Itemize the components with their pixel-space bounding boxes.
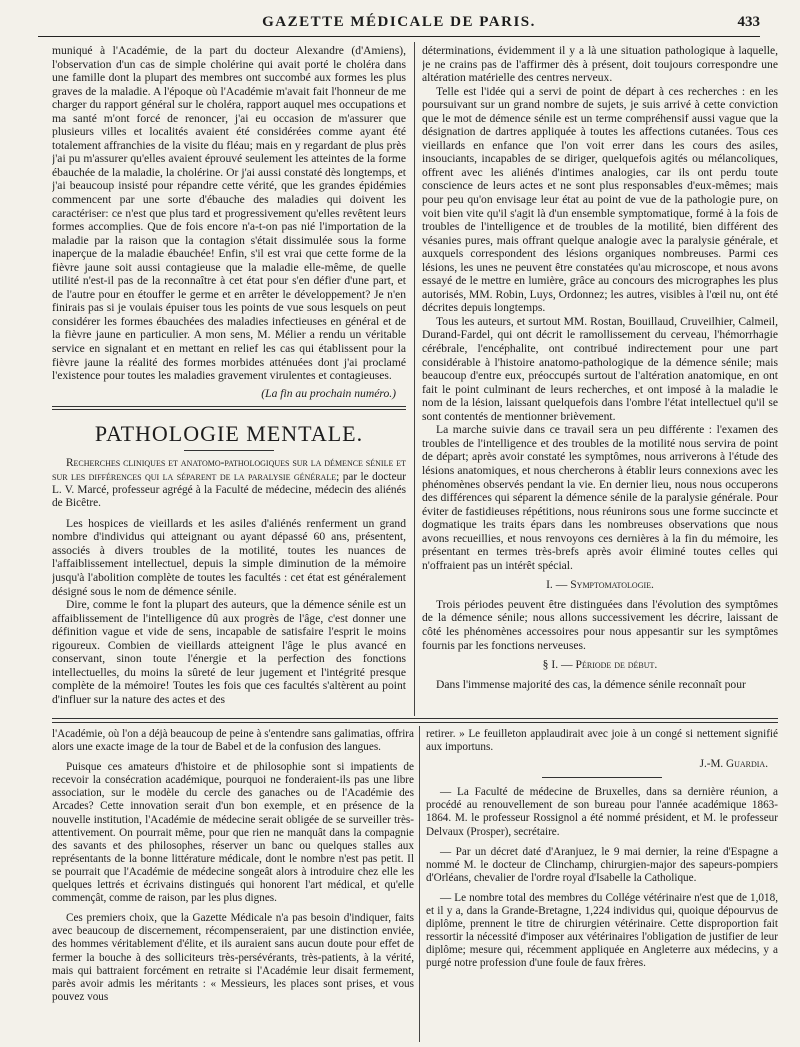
news-item: — Par un décret daté d'Aranjuez, le 9 mai dernier, la reine d'Espagne a nommé M. le docteur de Clinchamp, chirurgien-major des sapeurs-pompiers d'Orléans, chevalier de l'ordre royal d'Isabelle la Catholique. [426,845,778,884]
feuilleton-right-column [426,728,778,1040]
continuation-note: (La fin au prochain numéro.) [261,386,396,400]
paragraph: muniqué à l'Académie, de la part du docteur Alexandre (d'Amiens), l'observation d'un cas de simple cholérine qui avait porté le choléra dans une famille dont la plupart des membres ont succombé aux formes les plus graves de la maladie. A l'époque où l'Académie m'avait fait l'honneur de me charger du rapport général sur le choléra, rapport auquel mes occupations et ma santé m'ont forcé de renoncer, j'ai eu occasion de m'assurer que plusieurs villes et localités avaient été considérées comme ayant été totalement affranchies de la visite du fléau; mais en y regardant de plus près j'ai pu m'assurer qu'elles avaient éprouvé seulement les atteintes de la forme ébauchée de la maladie, la cholérine. Or j'ai aussi constaté dès longtemps, et j'ai beaucoup insisté pour répandre cette vérité, que les grandes épidémies commencent par une sorte d'ébauche des maladies qui doivent les caractériser: ce n'est que plus tard et progressivement qu'elles revêtent leurs formes accomplies. Que de fois encore n'a-t-on pas nié l'importation de la maladie par la raison que la contagion s'était dissimulée sous la forme inaperçue de la maladie ébauchée! Enfin, s'il est vrai que cette forme de la fièvre jaune soit aussi contagieuse que la maladie elle-même, de quelle utilité n'est-il pas de la reconnaître à cet état pour s'en défier d'une part, et de l'autre pour en étouffer le germe et en arrêter le développement? Je n'en finirais pas si je voulais épuiser tous les points de vue sous lesquels on peut considérer les formes ébauchées des maladies infectieuses en général et de la fièvre jaune en particulier. A mon sens, M. Mélier a rendu un véritable service en signalant et en mettant en relief les cas qui établissent pour la fièvre jaune la réalité des formes morbides atténuées dont j'ai proclamé l'existence pour toutes les maladies gravement virulentes et contagieuses. [52,44,406,383]
column-divider [419,726,420,1042]
paragraph: Les hospices de vieillards et les asiles d'aliénés renferment un grand nombre d'individus qui atteignant ou ayant dépassé 60 ans, présentent, associés à divers troubles de la motilité, toutes les nuances de l'affaiblissement intellectuel, depuis la simple diminution de la mémoire jusqu'à l'abolition complète de toutes les facultés : cet état est généralement désigné sous le nom de démence sénile. [52,516,406,598]
left-column [52,44,406,712]
paragraph: Trois périodes peuvent être distinguées dans l'évolution des symptômes de la démence sénile; nous allons successivement les décrire, laissant de côté les phénomènes accessoires pour nous appesantir sur les symptômes fournis par les fonctions nerveuses. [422,597,778,652]
section-rule [52,406,406,410]
subsection-heading: § I. — Période de début. [542,658,658,672]
paragraph: Dire, comme le font la plupart des auteurs, que la démence sénile est un affaiblissement de l'intelligence dû aux progrès de l'âge, c'est donner une définition vague et vide de sens, incapable de satisfaire l'esprit le moins rigoureux. Combien de vieillards atteignent l'âge le plus avancé en conservant, sinon toute l'énergie et la perfection des fonctions intellectuelles, du moins la sûreté de leur jugement et l'intégrité presque complète de la mémoire! Toutes les fois que ces facultés s'altèrent au point d'influer sur la nature des actes et des [52,598,406,706]
column-divider [414,42,415,716]
paragraph: retirer. » Le feuilleton applaudirait avec joie à un congé si nettement signifié aux importuns. [426,728,778,754]
news-item: — Le nombre total des membres du Collége vétérinaire n'est que de 1,018, et il y a, dans la Grande-Bretagne, 1,224 individus qui, quoique dépourvus de diplôme, prennent le titre de chirurgien vétérinaire. Cette disproportion fait ressortir la nécessité d'imposer aux vétérinaires l'obligation de justifier de leur diplôme; mesure qui, récemment appliquée en Angleterre aux médecins, y a purgé notre profession d'une foule de faux frères. [426,891,778,970]
page-header [38,12,760,37]
news-separator [542,777,662,778]
article-title: Recherches cliniques et anatomo-pathologiques sur la démence sénile et sur les différences qui la séparent de la paralysie générale; [52,457,406,483]
article-byline: par le docteur L. V. Marcé, professeur agrégé à la Faculté de médecine, médecin des aliénés de Bicêtre. [52,470,406,510]
paragraph: déterminations, évidemment il y a là une situation pathologique à laquelle, je ne crains pas de l'affirmer dès à présent, doit toujours correspondre une altération matérielle des centres nerveux. [422,44,778,85]
right-column [422,44,778,712]
paragraph: Puisque ces amateurs d'histoire et de philosophie sont si impatients de recevoir la consécration académique, pourquoi ne fonderaient-ils pas une libre association, sur le modèle du cercle des ganaches ou de l'Académie des Arcades? Cette innovation serait d'un bon exemple, et en présence de la nouvelle institution, l'Académie de médecine serait obligée de se surveiller très-attentivement. On pourrait même, pour que rien ne manquât dans la compagnie des savants et des philosophes, réserver un banc ou quelques stalles aux représentants de la bonne littérature médicale, dont le nombre n'est pas petit. Il se pourrait que l'Académie de médecine songeât alors à introduire chez elle les quelques lettrés et écrivains distingués qui honorent l'art médical, et qu'elle commençât, comme de raison, par les plus dignes. [52,761,414,905]
section-heading: I. — Symptomatologie. [546,578,654,592]
publication-title: GAZETTE MÉDICALE DE PARIS. [262,14,536,30]
paragraph: La marche suivie dans ce travail sera un peu différente : l'examen des troubles de l'intelligence et des troubles de la motilité nous servira de point de départ; après avoir constaté les symptômes, nous arriverons à l'étude des lésions anatomiques, et nous chercherons à établir leurs connexions avec les phénomènes observés pendant la vie. En dernier lieu, nous nous occuperons des différences qui séparent la démence sénile de la paralysie générale. Pour éviter de fastidieuses répétitions, nous réunirons sous une forme succincte et dogmatique les traits épars dans les nombreuses observations que nous avons recueillies, et nous renvoyons ces dernières à la fin du mémoire, les présentant en termes très-brefs après avoir éliminé toutes celles qui n'offraient pas un intérêt spécial. [422,423,778,572]
feuilleton-left-column [52,728,414,1040]
feuilleton-separator [52,718,778,723]
author-signature: J.-M. Guardia. [699,758,768,771]
paragraph: Ces premiers choix, que la Gazette Médicale n'a pas besoin d'indiquer, faits avec beaucoup de discernement, récompenseraient, par une distinction enviée, des hommes véritablement d'élite, et ils auraient sans aucun doute pour effet de fermer la bouche à des solliciteurs très-persévérants, très-patients, à la vérité, mais qui battraient forcément en retraite si l'Académie leur disait fermement, parès avoir admis les méritants : « Messieurs, les places sont prises, et vous pouvez vous [52,912,414,1003]
page-number: 433 [737,14,760,30]
paragraph: Dans l'immense majorité des cas, la démence sénile reconnaît pour [436,677,746,691]
news-item: — La Faculté de médecine de Bruxelles, dans sa dernière réunion, a procédé au renouvellement de son bureau pour l'année académique 1863-1864. M. le professeur Rossignol a été nommé président, et M. le professeur Delvaux (Prosper), secrétaire. [426,786,778,838]
article-intro [52,457,406,511]
title-underline [184,450,274,451]
section-title: PATHOLOGIE MENTALE. [94,421,364,447]
paragraph: Telle est l'idée qui a servi de point de départ à ces recherches : en les poursuivant sur un grand nombre de sujets, je suis arrivé à cette conviction que le mot de démence sénile est un terme compréhensif aussi vague que la désignation de dartres appliquée à toutes les affections cutanées. Tous ces vieillards en enfance que l'on voit errer dans les cours des asiles, insouciants, incapables de se diriger, quelquefois agités ou mélancoliques, offrent avec les aliénés d'intimes analogies, car ils ont perdu toute conscience de leurs actes et ne sont plus responsables d'eux-mêmes; mais pour peu qu'on envisage leur état au point de vue de la pathologie pure, on voit bien vite qu'il s'agit là d'un ensemble symptomatique, formé à la fois de troubles de l'intelligence et de troubles de la motilité, bien différent des vésanies pures, mais offrant quelque analogie avec la paralysie générale, et auxquels correspondent des lésions organiques nombreuses. Parmi ces lésions, les unes ne peuvent être constatées qu'au microscope, et nous avons essayé de le mettre en lumière, grâce au concours des micrographes les plus autorisés, MM. Robin, Luys, Ordonnez; les autres, visibles à l'œil nu, ont été décrites depuis longtemps. [422,84,778,315]
paragraph: Tous les auteurs, et surtout MM. Rostan, Bouillaud, Cruveilhier, Calmeil, Durand-Fardel, qui ont décrit le ramollissement du cerveau, l'hémorrhagie cérébrale, l'encéphalite, ont contribué indirectement pour une part considérable à l'histoire anatomo-pathologique de la démence sénile; mais beaucoup d'entre eux, préoccupés surtout de l'altération anatomique, en ont fait le point culminant de leurs recherches, et ont imposé à la maladie le nom de la lésion, laissant quelquefois dans l'ombre l'état intellectuel qu'il se sont contentés de mentionner brièvement. [422,314,778,423]
paragraph: l'Académie, où l'on a déjà beaucoup de peine à s'entendre sans galimatias, offrira alors une exacte image de la tour de Babel et de la confusion des langues. [52,728,414,754]
